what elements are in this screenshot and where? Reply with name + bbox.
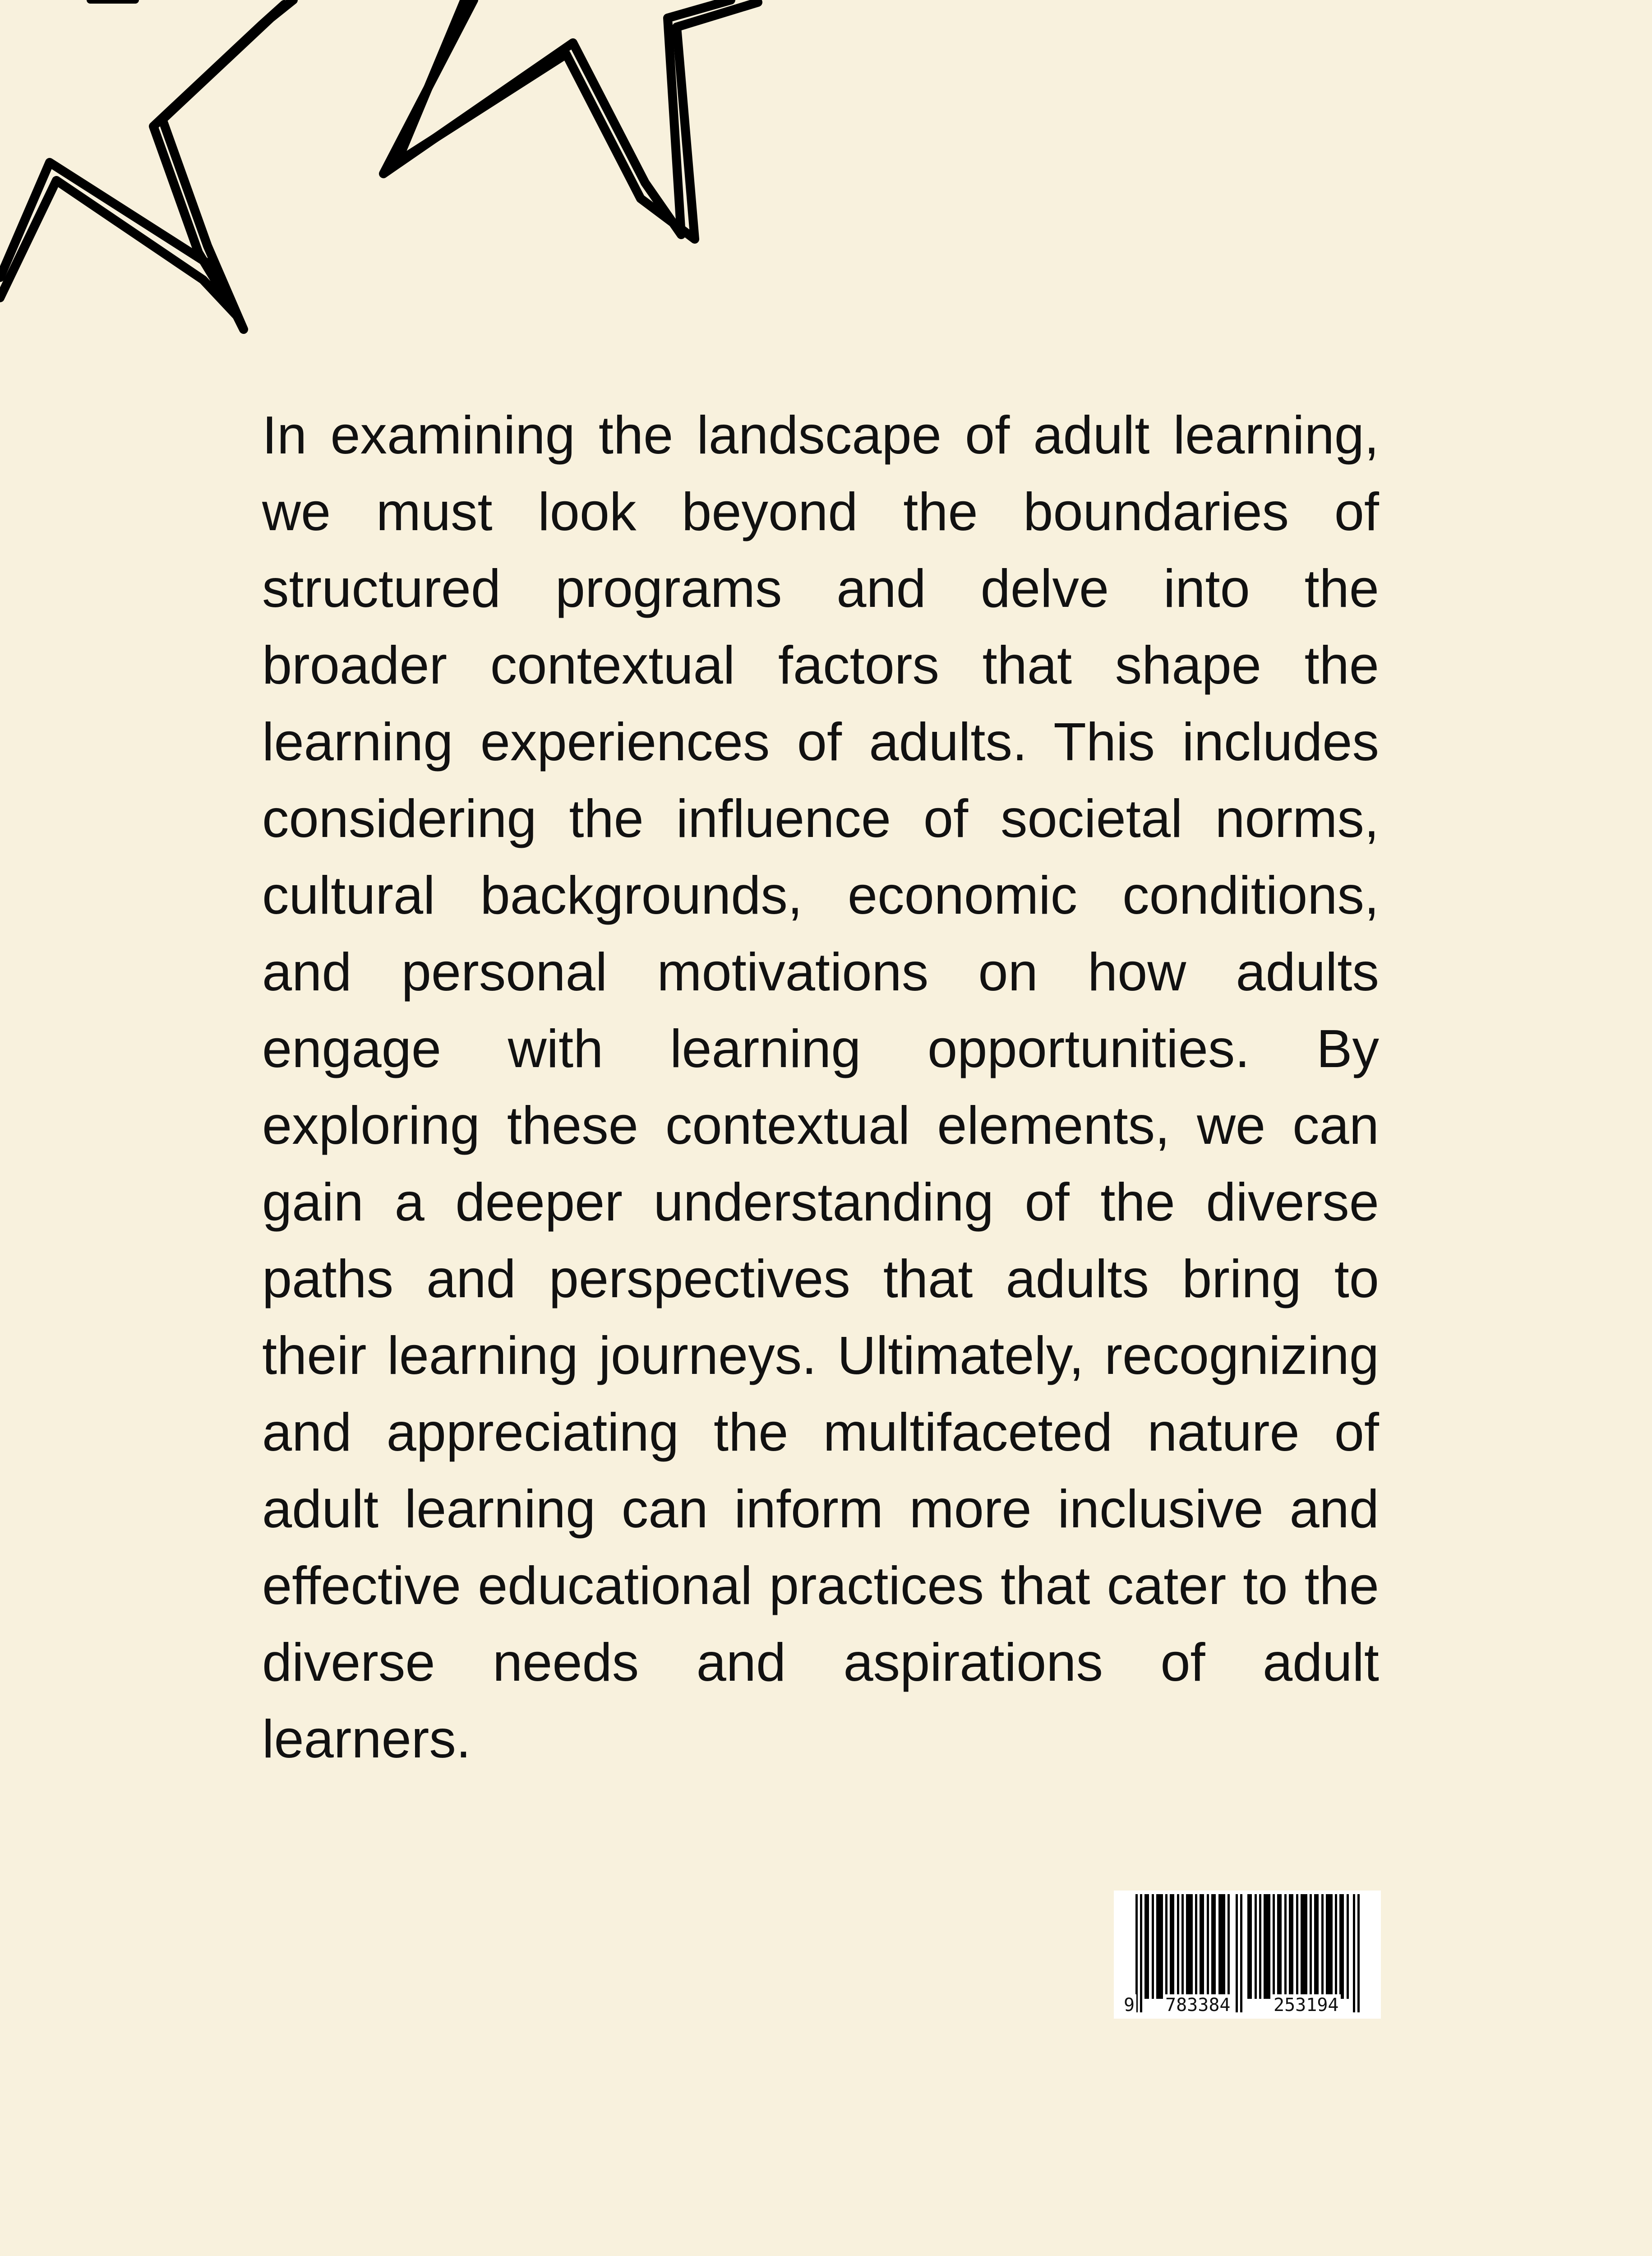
isbn-first-digit: 9 (1122, 1994, 1136, 2016)
isbn-digits (1114, 1994, 1381, 2016)
back-cover-blurb: In examining the landscape of adult learning, we must look beyond the boundaries of structured programs and delve into the broader contextual factors that shape the learning experiences of adults. This includes considering the influence of societal norms, cultural backgrounds, economic conditions, and personal motivations on how adults engage with learning opportunities. By exploring these contextual elements, we can gain a deeper understanding of the diverse paths and perspectives that adults bring to their learning journeys. Ultimately, recognizing and appreciating the multifaceted nature of adult learning can inform more inclusive and effective educational practices that cater to the diverse needs and aspirations of adult learners. (262, 405, 1379, 1769)
isbn-right-group: 253194 (1272, 1994, 1341, 2016)
star-decoration-icon (0, 0, 812, 343)
isbn-left-group: 783384 (1163, 1994, 1232, 2016)
isbn-barcode (1114, 1891, 1381, 2019)
